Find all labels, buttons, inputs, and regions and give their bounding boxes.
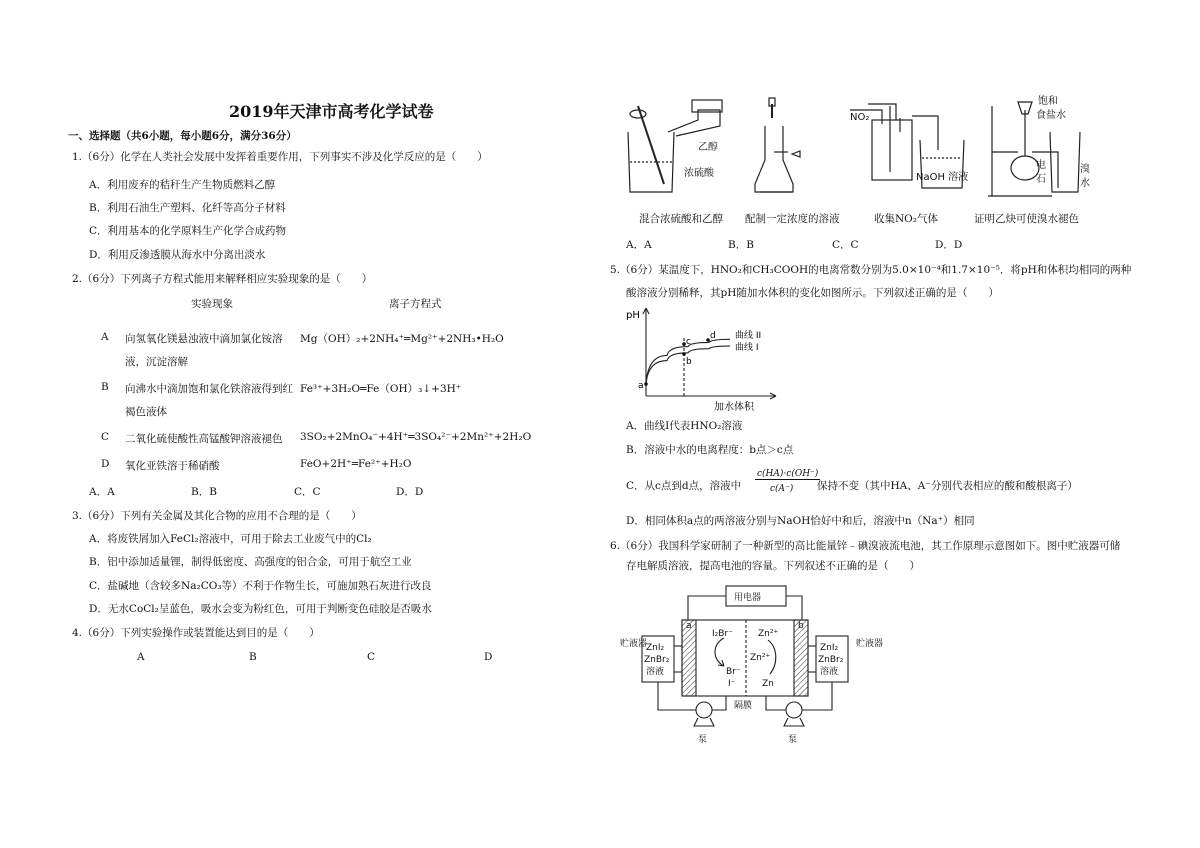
- q2-answer-a: A．A: [89, 486, 115, 498]
- electrode-b: [794, 620, 808, 696]
- q2-row-a-phenomenon-2: 液，沉淀溶解: [125, 356, 188, 368]
- species-zn2-a: Zn²⁺: [758, 629, 779, 639]
- species-i: I⁻: [728, 679, 736, 689]
- q4-apparatus-figure: [620, 92, 1100, 204]
- q4-letter-b: B: [249, 651, 257, 663]
- q2-row-a-letter: A: [101, 331, 109, 343]
- data-point-b: [682, 352, 686, 356]
- cell-body: [682, 620, 808, 696]
- q4-answer-d: D．D: [935, 239, 963, 251]
- page-title: 2019年天津市高考化学试卷: [229, 102, 434, 121]
- q2-answer-c: C．C: [294, 486, 321, 498]
- q4-caption-b: 配制一定浓度的溶液: [745, 213, 840, 225]
- right-solution-2: ZnBr₂: [818, 655, 844, 665]
- point-c: c: [686, 337, 691, 347]
- right-solution-3: 溶液: [820, 667, 839, 677]
- q2-row-d-equation: FeO+2H⁺═Fe²⁺+H₂O: [300, 458, 412, 470]
- membrane-label: 隔膜: [734, 701, 753, 711]
- q5-stem-line2: 酸溶液分别稀释，其pH随加水体积的变化如图所示。下列叙述正确的是（ ）: [626, 287, 999, 299]
- label-ethanol: 乙醇: [698, 142, 718, 153]
- q3-stem: 3.（6分）下列有关金属及其化合物的应用不合理的是（ ）: [72, 510, 362, 522]
- label-bromine-2: 水: [1080, 178, 1090, 189]
- label-calcium-carbide-2: 石: [1036, 174, 1046, 185]
- right-solution-1: ZnI₂: [820, 643, 839, 653]
- q4-letter-d: D: [484, 651, 493, 663]
- q5-fraction-numerator: c(HA)·c(OH⁻): [757, 469, 819, 479]
- q2-row-a-phenomenon: 向氢氧化镁悬浊液中滴加氯化铵溶: [125, 333, 283, 345]
- q1-option-c: C．利用基本的化学原料生产化学合成药物: [89, 225, 287, 237]
- q2-row-a-equation: Mg（OH）₂+2NH₄⁺═Mg²⁺+2NH₃•H₂O: [300, 333, 504, 345]
- q2-row-d-letter: D: [101, 458, 110, 470]
- q2-row-d-phenomenon: 氧化亚铁溶于稀硝酸: [125, 460, 220, 472]
- q5-option-d: D．相同体积a点的两溶液分别与NaOH恰好中和后，溶液中n（Na⁺）相同: [626, 515, 975, 527]
- q4-answer-b: B．B: [728, 239, 754, 251]
- q5-ph-chart: [622, 304, 782, 414]
- label-saturated: 饱和: [1038, 96, 1058, 107]
- q3-option-b: B．铝中添加适量锂，制得低密度、高强度的铝合金，可用于航空工业: [89, 556, 412, 568]
- q2-row-b-phenomenon-2: 褐色液体: [125, 406, 167, 418]
- left-solution-2: ZnBr₂: [644, 655, 670, 665]
- q2-col-equation: 离子方程式: [389, 298, 442, 310]
- tank-label-left: 贮液器: [620, 639, 648, 649]
- q4-caption-c: 收集NO₂气体: [874, 213, 939, 225]
- q5-stem-line1: 5.（6分）某温度下，HNO₂和CH₃COOH的电离常数分别为5.0×10⁻⁴和1.7×10⁻⁵．将pH和体积均相同的两种: [610, 264, 1132, 276]
- q2-row-b-letter: B: [101, 381, 109, 393]
- q3-option-a: A．将废铁屑加入FeCl₂溶液中，可用于除去工业废气中的Cl₂: [89, 533, 372, 545]
- q2-row-c-phenomenon: 二氧化硫使酸性高锰酸钾溶液褪色: [125, 433, 283, 445]
- q3-option-d: D．无水CoCl₂呈蓝色，吸水会变为粉红色，可用于判断变色硅胶是否吸水: [89, 603, 432, 615]
- label-sulfuric-acid: 浓硫酸: [684, 168, 714, 179]
- electrode-a-label: a: [686, 621, 692, 631]
- section-heading: 一、选择题（共6小题，每小题6分，满分36分）: [68, 130, 297, 142]
- species-br: Br⁻: [726, 667, 741, 677]
- q2-answer-d: D．D: [396, 486, 424, 498]
- q4-answer-a: A．A: [626, 239, 652, 251]
- left-solution-1: ZnI₂: [646, 643, 665, 653]
- q4-letter-a: A: [137, 651, 145, 663]
- species-zn2-b: Zn²⁺: [750, 653, 771, 663]
- q5-option-c-tail: 保持不变（其中HA、A⁻分别代表相应的酸和酸根离子）: [817, 480, 1078, 492]
- q6-battery-figure: [616, 584, 888, 746]
- label-calcium-carbide-1: 电: [1036, 160, 1046, 171]
- q2-row-b-phenomenon: 向沸水中滴加饱和氯化铁溶液得到红: [125, 383, 293, 395]
- x-axis-label: 加水体积: [714, 402, 754, 413]
- q2-col-phenomenon: 实验现象: [191, 298, 233, 310]
- label-no2: NO₂: [850, 112, 870, 123]
- q5-option-b: B．溶液中水的电离程度：b点＞c点: [626, 444, 794, 456]
- q4-letter-c: C: [367, 651, 376, 663]
- q1-option-d: D．利用反渗透膜从海水中分离出淡水: [89, 249, 266, 261]
- q4-answer-c: C．C: [832, 239, 859, 251]
- device-label: 用电器: [734, 593, 762, 603]
- q2-row-b-equation: Fe³⁺+3H₂O═Fe（OH）₃↓+3H⁺: [300, 383, 462, 395]
- tank-label-right: 贮液器: [856, 639, 884, 649]
- y-axis-label: pH: [626, 310, 640, 321]
- q4-caption-a: 混合浓硫酸和乙醇: [639, 213, 723, 225]
- electrode-a: [682, 620, 696, 696]
- q3-option-c: C．盐碱地（含较多Na₂CO₃等）不利于作物生长，可施加熟石灰进行改良: [89, 580, 432, 592]
- q5-option-a: A．曲线Ⅰ代表HNO₂溶液: [626, 420, 743, 432]
- q2-row-c-equation: 3SO₂+2MnO₄⁻+4H⁺═3SO₄²⁻+2Mn²⁺+2H₂O: [300, 431, 532, 443]
- label-naoh: NaOH 溶液: [916, 172, 969, 183]
- q1-option-a: A．利用废弃的秸秆生产生物质燃料乙醇: [89, 179, 276, 191]
- point-a: a: [638, 381, 644, 391]
- pump-label-right: 泵: [788, 735, 798, 745]
- pump-left: [696, 702, 712, 718]
- q4-caption-d: 证明乙炔可使溴水褪色: [974, 213, 1079, 225]
- pump-label-left: 泵: [698, 735, 708, 745]
- q6-stem-line2: 存电解质溶液，提高电池的容量。下列叙述不正确的是（ ）: [626, 560, 920, 572]
- q1-option-b: B．利用石油生产塑料、化纤等高分子材料: [89, 202, 286, 214]
- q2-stem: 2.（6分）下列离子方程式能用来解释相应实验现象的是（ ）: [72, 273, 373, 285]
- q5-option-c: C．从c点到d点，溶液中: [626, 480, 742, 492]
- q1-stem: 1.（6分）化学在人类社会发展中发挥着重要作用，下列事实不涉及化学反应的是（ ）: [72, 151, 488, 163]
- point-b: b: [686, 357, 692, 367]
- label-brine: 食盐水: [1036, 110, 1066, 121]
- q6-stem-line1: 6.（6分）我国科学家研制了一种新型的高比能量锌﹣碘溴液流电池，其工作原理示意图如下。图中贮液器可储: [610, 540, 1121, 552]
- data-point-a: [644, 382, 648, 386]
- pump-right: [786, 702, 802, 718]
- q2-row-c-letter: C: [101, 431, 110, 443]
- q2-answer-b: B．B: [191, 486, 217, 498]
- electrode-b-label: b: [798, 621, 804, 631]
- label-bromine-1: 溴: [1080, 164, 1090, 175]
- legend-curve-2: 曲线 II: [735, 331, 762, 341]
- q4-stem: 4.（6分）下列实验操作或装置能达到目的是（ ）: [72, 627, 320, 639]
- left-solution-3: 溶液: [646, 667, 665, 677]
- q5-fraction-denominator: c(A⁻): [770, 484, 794, 494]
- point-d: d: [710, 331, 716, 341]
- species-i2br: I₂Br⁻: [712, 629, 733, 639]
- species-zn: Zn: [762, 679, 774, 689]
- legend-curve-1: 曲线 I: [735, 343, 759, 353]
